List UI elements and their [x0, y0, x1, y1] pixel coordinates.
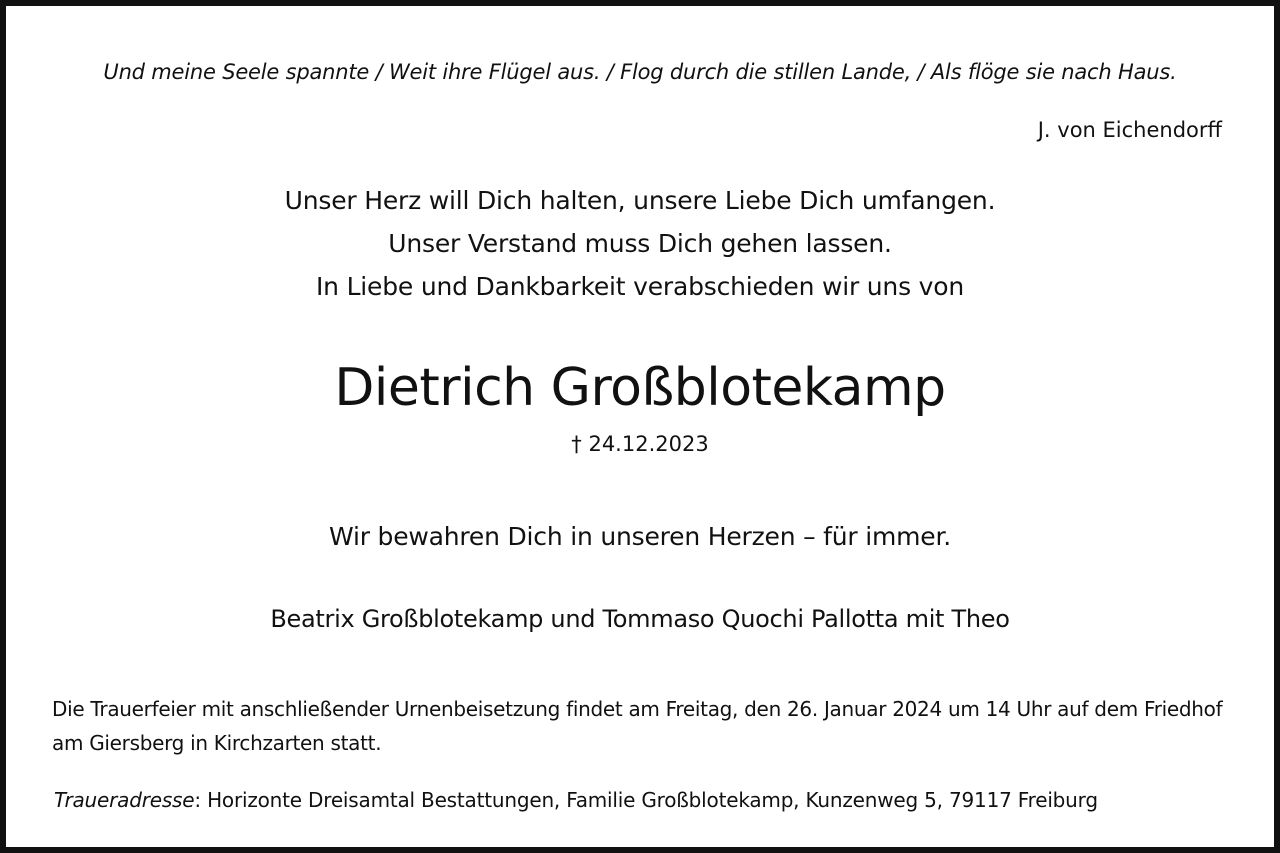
funeral-service-info: Die Trauerfeier mit anschließender Urnenbeisetzung findet am Freitag, den 26. Januar 2024 um 14 Uhr auf dem Friedhof am Giersberg in Kirchzarten statt. — [52, 697, 1223, 755]
mourning-address — [54, 788, 1098, 812]
death-date: † 24.12.2023 — [571, 432, 709, 456]
verse-line: Unser Herz will Dich halten, unsere Liebe Dich umfangen. — [284, 186, 996, 215]
verse-line: In Liebe und Dankbarkeit verabschieden wir uns von — [316, 272, 964, 301]
mourners: Beatrix Großblotekamp und Tommaso Quochi Pallotta mit Theo — [270, 605, 1010, 633]
address-value: Horizonte Dreisamtal Bestattungen, Familie Großblotekamp, Kunzenweg 5, 79117 Freiburg — [207, 788, 1098, 812]
verse-line: Unser Verstand muss Dich gehen lassen. — [388, 229, 892, 258]
address-separator: : — [194, 788, 208, 812]
quote-author: J. von Eichendorff — [1037, 118, 1222, 142]
address-label: Traueradresse — [54, 788, 195, 812]
closing-line: Wir bewahren Dich in unseren Herzen – für immer. — [328, 522, 951, 551]
deceased-name: Dietrich Großblotekamp — [334, 358, 946, 418]
poem-quote: Und meine Seele spannte / Weit ihre Flügel aus. / Flog durch die stillen Lande, / Als flöge sie nach Haus. — [103, 60, 1177, 84]
